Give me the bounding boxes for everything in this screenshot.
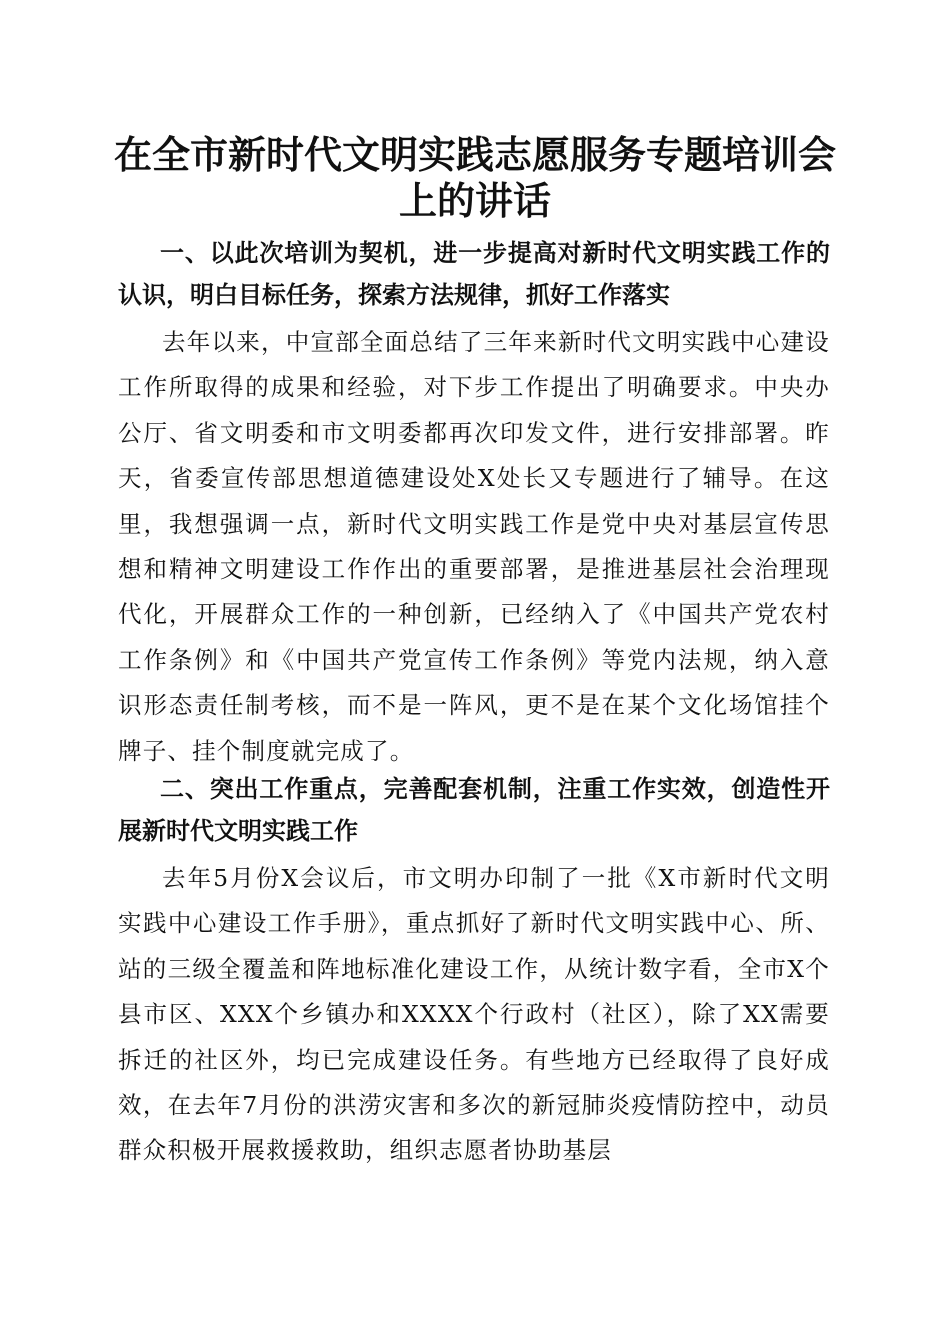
document-title: 在全市新时代文明实践志愿服务专题培训会上的讲话 (113, 132, 836, 223)
section-2-paragraph: 去年5月份X会议后，市文明办印制了一批《X市新时代文明实践中心建设工作手册》，重点抓好了新时代文明实践中心、所、站的三级全覆盖和阵地标准化建设工作，从统计数字看，全市X个县市区、XXX个乡镇办和XXXX个行政村（社区），除了XX需要拆迁的社区外，均已完成建设任务。有些地方已经取得了良好成效，在去年7月份的洪涝灾害和多次的新冠肺炎疫情防控中，动员群众积极开展救援救助，组织志愿者协助基层 (118, 864, 830, 1165)
section-1-heading: 一、以此次培训为契机，进一步提高对新时代文明实践工作的认识，明白目标任务，探索方法规律，抓好工作落实 (118, 239, 830, 309)
section-2-heading: 二、突出工作重点，完善配套机制，注重工作实效，创造性开展新时代文明实践工作 (118, 775, 830, 845)
section-1-paragraph: 去年以来，中宣部全面总结了三年来新时代文明实践中心建设工作所取得的成果和经验，对下步工作提出了明确要求。中央办公厅、省文明委和市文明委都再次印发文件，进行安排部署。昨天，省委宣传部思想道德建设处X处长又专题进行了辅导。在这里，我想强调一点，新时代文明实践工作是党中央对基层宣传思想和精神文明建设工作作出的重要部署，是推进基层社会治理现代化，开展群众工作的一种创新，已经纳入了《中国共产党农村工作条例》和《中国共产党宣传工作条例》等党内法规，纳入意识形态责任制考核，而不是一阵风，更不是在某个文化场馆挂个牌子、挂个制度就完成了。 (118, 328, 830, 765)
